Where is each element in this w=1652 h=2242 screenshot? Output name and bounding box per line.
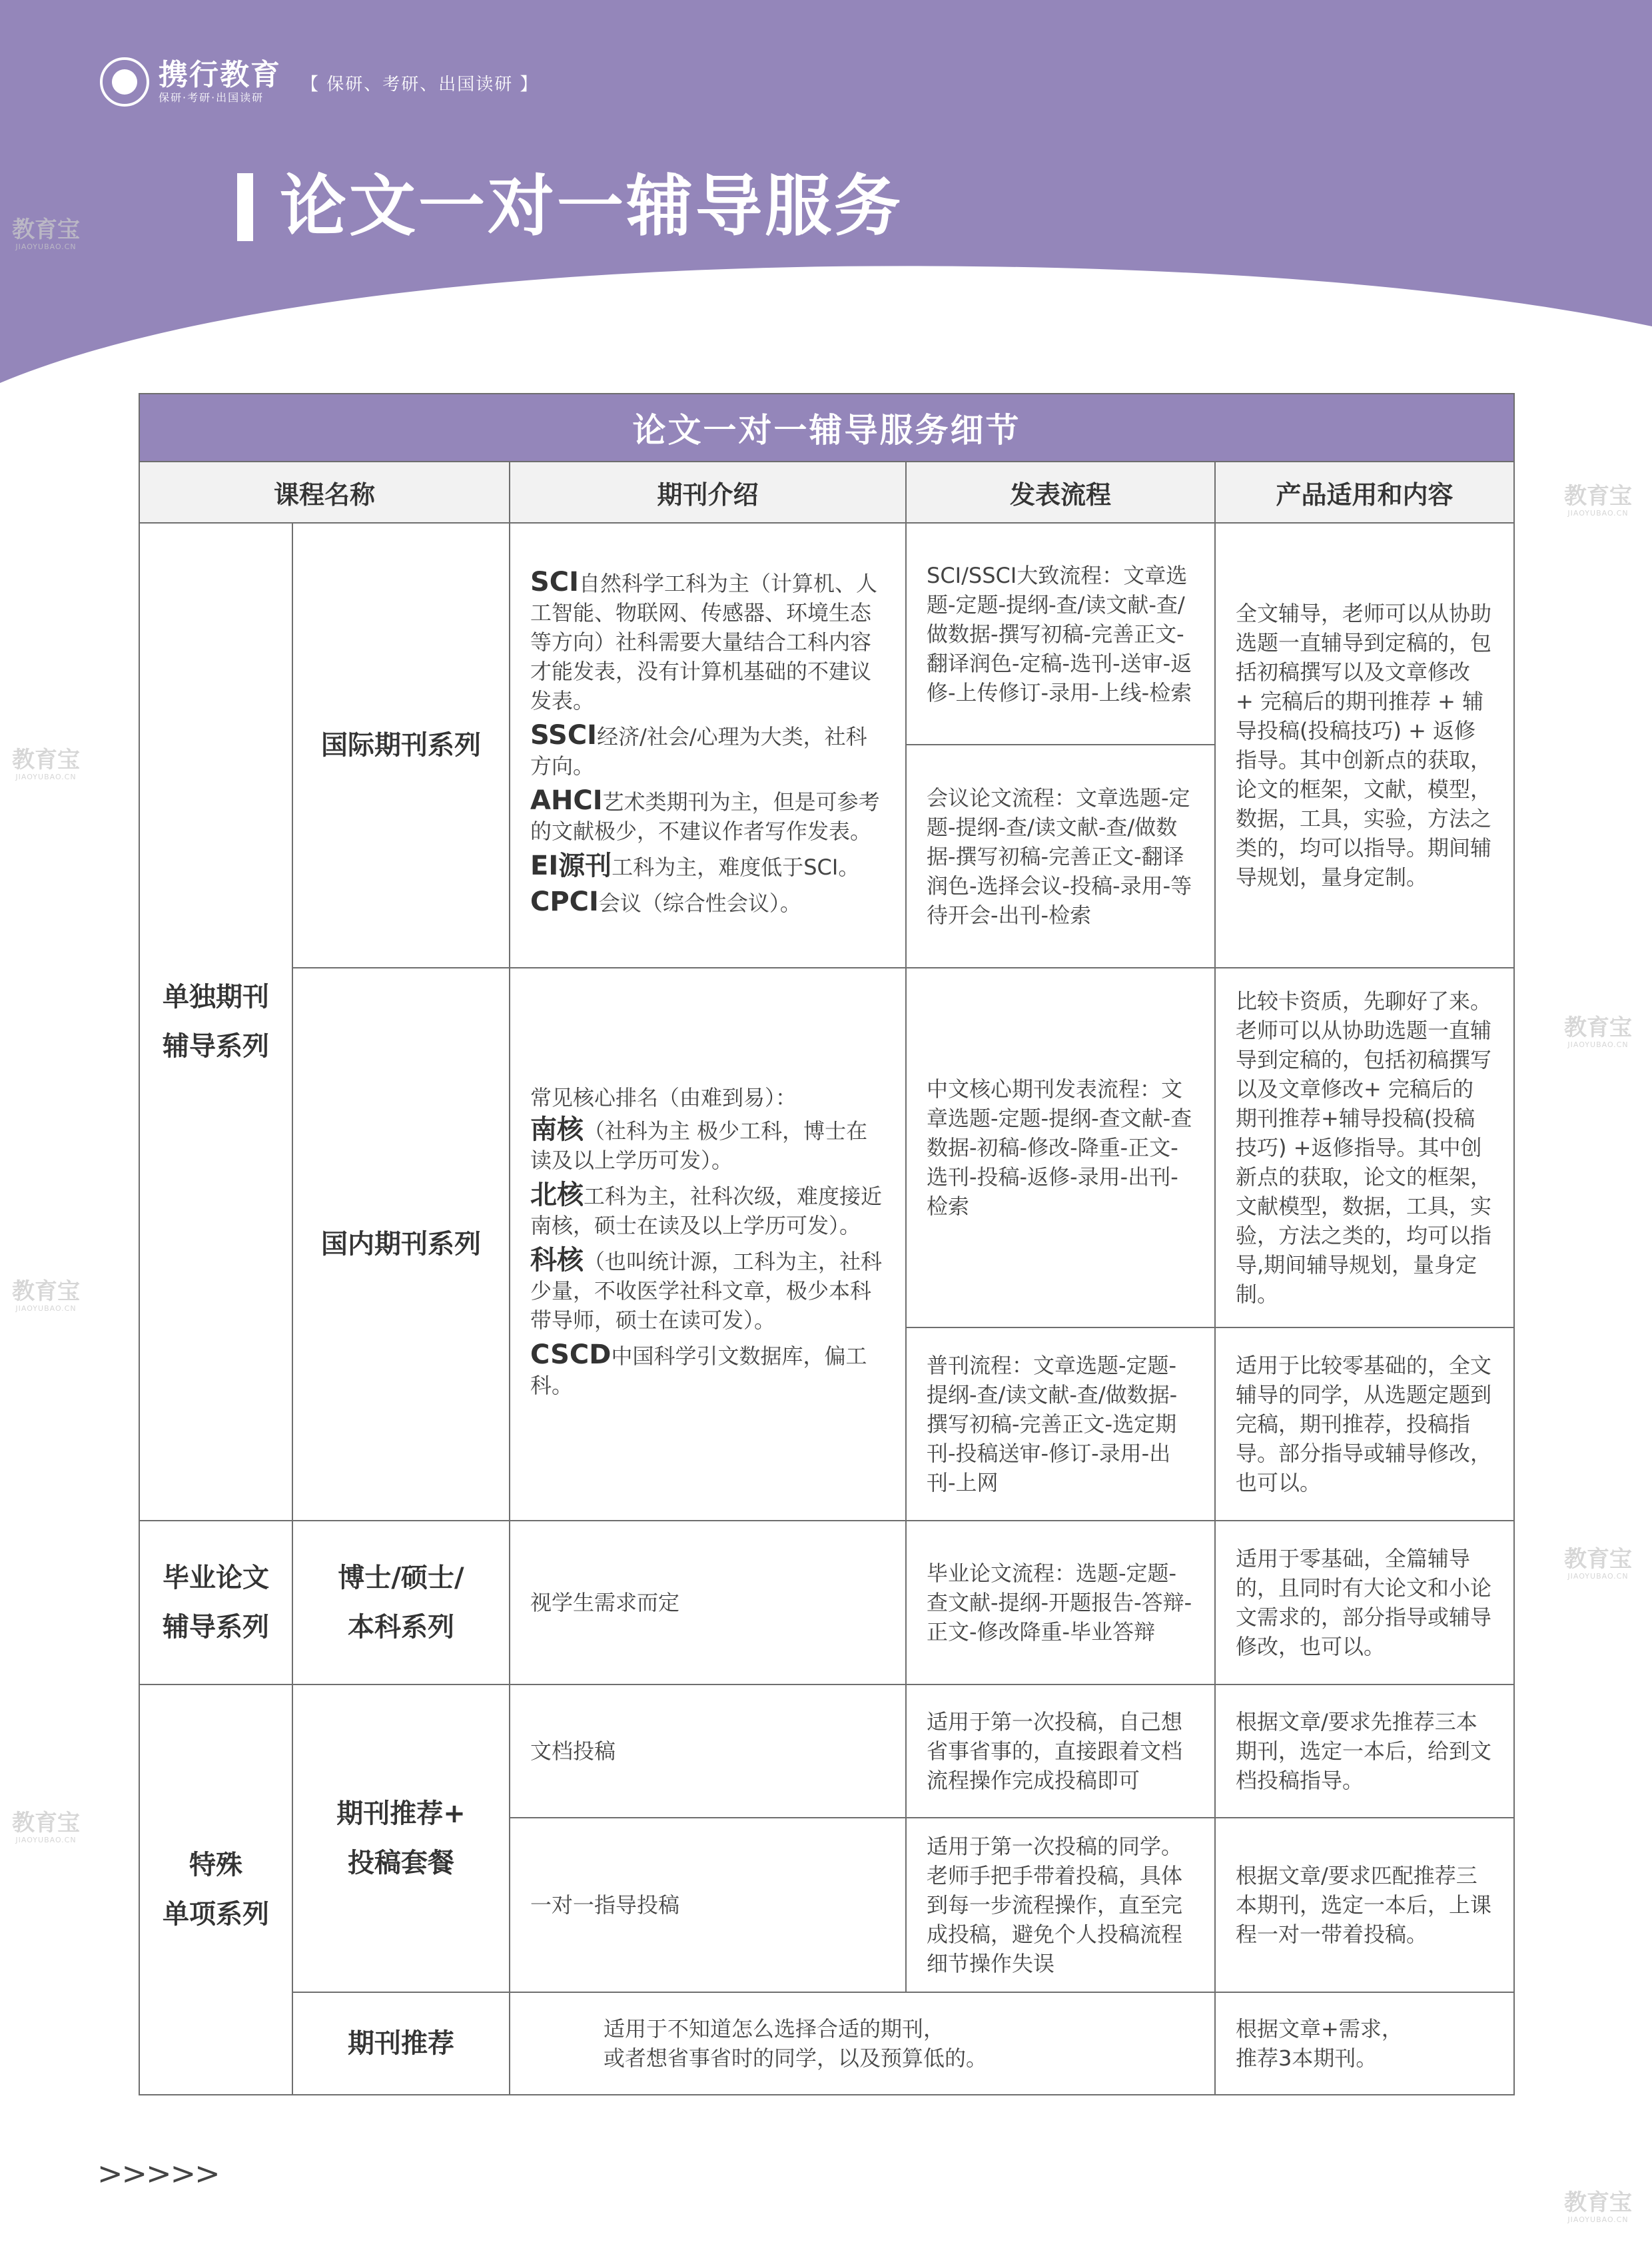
- brand-name: 携行教育: [159, 58, 281, 92]
- graduation-intro: 视学生需求而定: [510, 1521, 906, 1684]
- column-header-journal-intro: 期刊介绍: [510, 462, 906, 523]
- watermark: 教育宝 JIAOYUBAO.CN: [12, 1278, 80, 1313]
- package-one-on-one-intro: 一对一指导投稿: [510, 1818, 906, 1992]
- column-header-content: 产品适用和内容: [1215, 462, 1514, 523]
- domestic-content-core: 比较卡资质，先聊好了来。老师可以从协助选题一直辅导到定稿的，包括初稿撰写以及文章修改+ 完稿后的期刊推荐+辅导投稿(投稿技巧) +返修指导。其中创新点的获取，论文的框架，文献模型，数据，工具，实验，方法之类的，均可以指导,期间辅导规划，量身定制。: [1215, 968, 1514, 1327]
- package-doc-process: 适用于第一次投稿，自己想省事省事的，直接跟着文档流程操作完成投稿即可: [906, 1684, 1215, 1818]
- journal-item: SCI自然科学工科为主（计算机、人工智能、物联网、传感器、环境生态等方向）社科需要大量结合工科内容才能发表，没有计算机基础的不建议发表。: [530, 567, 878, 713]
- package-doc-content: 根据文章/要求先推荐三本期刊，选定一本后，给到文档投稿指导。: [1215, 1684, 1514, 1818]
- journal-item: SSCI经济/社会/心理为大类，社科方向。: [530, 720, 867, 779]
- intl-journal-intro: [510, 523, 906, 968]
- group-single-journal: 单独期刊 辅导系列: [139, 523, 292, 1521]
- journal-item: 南核（社科为主 极少工科，博士在读及以上学历可发）。: [530, 1114, 868, 1173]
- journal-item: AHCI艺术类期刊为主，但是可参考的文献极少，不建议作者写作发表。: [530, 785, 880, 844]
- brand-subtitle: 保研·考研·出国读研: [159, 91, 264, 104]
- domestic-process-core: 中文核心期刊发表流程：文章选题-定题-提纲-查文献-查数据-初稿-修改-降重-正文-选刊-投稿-返修-录用-出刊-检索: [906, 968, 1215, 1327]
- logo-emblem-icon: [100, 57, 149, 107]
- series-international: 国际期刊系列: [292, 523, 510, 968]
- domestic-journal-intro: [510, 968, 906, 1521]
- column-header-course: 课程名称: [139, 462, 510, 523]
- group-graduation: 毕业论文 辅导系列: [139, 1521, 292, 1684]
- journal-item: 北核工科为主，社科次级，难度接近南核，硕士在读及以上学历可发）。: [530, 1180, 883, 1238]
- watermark: 教育宝 JIAOYUBAO.CN: [12, 216, 80, 251]
- recommend-content: 根据文章+需求， 推荐3本期刊。: [1215, 1992, 1514, 2095]
- package-one-on-one-content: 根据文章/要求匹配推荐三本期刊，选定一本后，上课程一对一带着投稿。: [1215, 1818, 1514, 1992]
- series-degree: 博士/硕士/ 本科系列: [292, 1521, 510, 1684]
- journal-item: CSCD中国科学引文数据库，偏工科。: [530, 1339, 867, 1398]
- intl-content: 全文辅导，老师可以从协助选题一直辅导到定稿的，包括初稿撰写以及文章修改 + 完稿后的期刊推荐 + 辅导投稿(投稿技巧) + 返修指导。其中创新点的获取，论文的框架，文献，模型，数据，工具，实验，方法之类的，均可以指导。期间辅导规划，量身定制。: [1215, 523, 1514, 968]
- table-caption: 论文一对一辅导服务细节: [139, 394, 1514, 462]
- journal-item: EI源刊工科为主，难度低于SCI。: [530, 851, 860, 881]
- package-doc-intro: 文档投稿: [510, 1684, 906, 1818]
- brand-logo[interactable]: [100, 57, 281, 107]
- column-header-process: 发表流程: [906, 462, 1215, 523]
- watermark: 教育宝 JIAOYUBAO.CN: [1564, 2189, 1632, 2224]
- journal-item: 科核（也叫统计源，工科为主，社科少量，不收医学社科文章，极少本科带导师，硕士在读可发）。: [530, 1245, 883, 1333]
- watermark: 教育宝 JIAOYUBAO.CN: [12, 747, 80, 781]
- journal-item: CPCI会议（综合性会议）。: [530, 887, 801, 917]
- footer-arrows-icon: >>>>>: [97, 2155, 219, 2191]
- watermark: 教育宝 JIAOYUBAO.CN: [1564, 1546, 1632, 1581]
- domestic-intro-line: 常见核心排名（由难到易）：: [530, 1085, 797, 1110]
- header-tagline: 【 保研、考研、出国读研 】: [301, 75, 539, 95]
- series-domestic: 国内期刊系列: [292, 968, 510, 1521]
- graduation-process: 毕业论文流程：选题-定题-查文献-提纲-开题报告-答辩-正文-修改降重-毕业答辩: [906, 1521, 1215, 1684]
- service-details-table: [139, 393, 1515, 2095]
- watermark: 教育宝 JIAOYUBAO.CN: [12, 1810, 80, 1844]
- series-recommend: 期刊推荐: [292, 1992, 510, 2095]
- intl-process-conference: 会议论文流程：文章选题-定题-提纲-查/读文献-查/做数据-撰写初稿-完善正文-翻译润色-选择会议-投稿-录用-等待开会-出刊-检索: [906, 745, 1215, 968]
- graduation-content: 适用于零基础，全篇辅导的，且同时有大论文和小论文需求的，部分指导或辅导修改，也可以。: [1215, 1521, 1514, 1684]
- watermark: 教育宝 JIAOYUBAO.CN: [1564, 1014, 1632, 1049]
- page-title: 论文一对一辅导服务: [280, 167, 903, 245]
- package-one-on-one-process: 适用于第一次投稿的同学。老师手把手带着投稿，具体到每一步流程操作，直至完成投稿，避免个人投稿流程细节操作失误: [906, 1818, 1215, 1992]
- domestic-content-general: 适用于比较零基础的，全文辅导的同学，从选题定题到完稿，期刊推荐，投稿指导。部分指导或辅导修改，也可以。: [1215, 1327, 1514, 1521]
- recommend-intro: 适用于不知道怎么选择合适的期刊， 或者想省事省时的同学，以及预算低的。: [510, 1992, 1215, 2095]
- title-accent-bar: [237, 173, 253, 241]
- intl-process-sci: SCI/SSCI大致流程：文章选题-定题-提纲-查/读文献-查/做数据-撰写初稿-完善正文-翻译润色-定稿-选刊-送审-返修-上传修订-录用-上线-检索: [906, 523, 1215, 745]
- group-special: 特殊 单项系列: [139, 1684, 292, 2095]
- domestic-process-general: 普刊流程：文章选题-定题-提纲-查/读文献-查/做数据-撰写初稿-完善正文-选定期刊-投稿送审-修订-录用-出刊-上网: [906, 1327, 1215, 1521]
- series-recommend-package: 期刊推荐+ 投稿套餐: [292, 1684, 510, 1992]
- watermark: 教育宝 JIAOYUBAO.CN: [1564, 483, 1632, 518]
